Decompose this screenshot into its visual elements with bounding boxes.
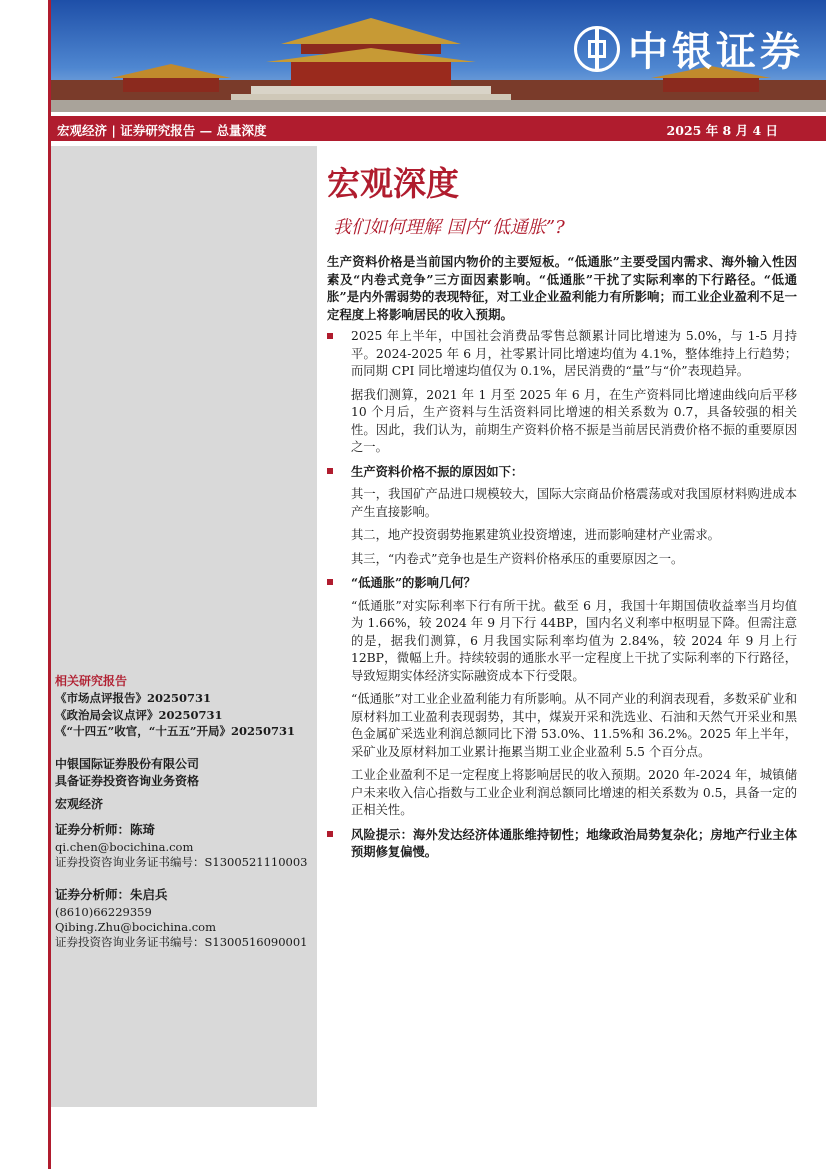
bullet-square-icon bbox=[327, 831, 333, 837]
bullet-text: 2025 年上半年，中国社会消费品零售总额累计同比增速为 5.0%，与 1-5 月持平。2024-2025 年 6 月，社零累计同比增速均值为 4.1%，整体维持上行趋势；而同期 CPI 同比增速均值仅为 0.1%，居民消费的“量”与“价”表现趋异。 bbox=[351, 329, 797, 378]
boc-logo-icon bbox=[574, 26, 620, 72]
related-report-item[interactable]: 《“十四五”收官，“十五五”开局》20250731 bbox=[55, 724, 295, 738]
company-info bbox=[55, 756, 199, 790]
left-margin bbox=[0, 0, 50, 1169]
analyst-license: 证券投资咨询业务证书编号：S1300516090001 bbox=[55, 935, 308, 949]
body-paragraph: 其一，我国矿产品进口规模较大，国际大宗商品价格震荡或对我国原材料购进成本产生直接影响。 bbox=[351, 487, 797, 519]
body-paragraph: “低通胀”对实际利率下行有所干扰。截至 6 月，我国十年期国债收益率当月均值为 1.66%，较 2024 年 9 月下行 44BP，国内名义利率中枢明显下降。但需注意的是，据我们测算，6 月我国实际利率均值为 2.84%，较 2024 年 9 月上行 12BP，微幅上升。持续较弱的通胀水平一定程度上干扰了实际利率的下行路径，导致短期实体经济实际融资成本下行受限。 bbox=[351, 598, 797, 683]
bullet-square-icon bbox=[327, 468, 333, 474]
body-paragraph: 工业企业盈利不足一定程度上将影响居民的收入预期。2020 年-2024 年，城镇储户未来收入信心指数与工业企业利润总额同比增速的相关系数为 0.5，具备一定的正相关性。 bbox=[351, 768, 797, 817]
body-paragraph: 其三，“内卷式”竞争也是生产资料价格承压的重要原因之一。 bbox=[351, 551, 684, 566]
sidebar-panel bbox=[51, 146, 317, 1107]
bullet-paragraph bbox=[327, 328, 797, 381]
analyst-name: 证券分析师：朱启兵 bbox=[55, 887, 168, 902]
report-subtitle: 我们如何理解 国内“低通胀”? bbox=[333, 217, 565, 238]
analyst-license: 证券投资咨询业务证书编号：S1300521110003 bbox=[55, 855, 308, 869]
related-reports-list bbox=[55, 690, 295, 740]
related-report-item[interactable]: 《市场点评报告》20250731 bbox=[55, 691, 212, 705]
body-paragraph: 其二，地产投资弱势拖累建筑业投资增速，进而影响建材产业需求。 bbox=[351, 528, 720, 542]
bullet-square-icon bbox=[327, 579, 333, 585]
logo-text: 中银证券 bbox=[628, 29, 804, 75]
sidebar-category: 宏观经济 bbox=[55, 797, 104, 811]
company-name: 中银国际证券股份有限公司 bbox=[55, 757, 200, 771]
analyst-block bbox=[55, 887, 308, 950]
bullet-text: “低通胀”的影响几何？ bbox=[351, 575, 476, 590]
body-paragraph: “低通胀”对工业企业盈利能力有所影响。从不同产业的利润表现看，多数采矿业和原材料加工业盈利表现弱势，其中，煤炭开采和洗选业、石油和天然气开采业和黑色金属矿采选业利润总额同比下滑 53.0%、11.5%和 36.2%。2025 年上半年，采矿业及原材料加工业累计拖累当期工业企业盈利 5.5 个百分点。 bbox=[351, 692, 797, 759]
bullet-square-icon bbox=[327, 333, 333, 339]
report-body bbox=[327, 328, 797, 867]
analyst-email[interactable]: Qibing.Zhu@bocichina.com bbox=[55, 920, 216, 934]
analyst-phone: (8610)66229359 bbox=[55, 905, 152, 919]
analyst-name: 证券分析师：陈琦 bbox=[55, 822, 156, 837]
bullet-text: 风险提示：海外发达经济体通胀维持韧性；地缘政治局势复杂化；房地产行业主体预期修复偏慢。 bbox=[351, 826, 797, 859]
header-banner-image bbox=[51, 0, 826, 112]
report-category: 宏观经济 | 证券研究报告 — 总量深度 bbox=[57, 123, 267, 138]
report-date: 2025 年 8 月 4 日 bbox=[666, 123, 778, 138]
bocichina-logo bbox=[574, 20, 804, 77]
analyst-block bbox=[55, 822, 308, 870]
body-paragraph: 据我们测算，2021 年 1 月至 2025 年 6 月，在生产资料同比增速曲线向后平移 10 个月后，生产资料与生活资料同比增速的相关系数为 0.7，具备较强的相关性。因此，我们认为，前期生产资料价格不振是当前居民消费价格不振的重要原因之一。 bbox=[351, 387, 797, 454]
summary-paragraph: 生产资料价格是当前国内物价的主要短板。“低通胀”主要受国内需求、海外输入性因素及“内卷式竞争”三方面因素影响。“低通胀”干扰了实际利率的下行路径。“低通胀”是内外需弱势的表现特征，对工业企业盈利能力有所影响；而工业企业盈利不足一定程度上将影响居民的收入预期。 bbox=[327, 254, 797, 322]
report-header-band bbox=[51, 116, 826, 141]
bullet-text: 生产资料价格不振的原因如下： bbox=[351, 463, 524, 479]
related-report-item[interactable]: 《政治局会议点评》20250731 bbox=[55, 707, 223, 722]
risk-warning bbox=[327, 826, 797, 861]
related-reports-title: 相关研究报告 bbox=[55, 674, 128, 688]
analyst-email[interactable]: qi.chen@bocichina.com bbox=[55, 840, 194, 854]
bullet-heading bbox=[327, 463, 797, 481]
report-title: 宏观深度 bbox=[327, 164, 459, 203]
bullet-heading bbox=[327, 574, 797, 592]
company-qualification: 具备证券投资咨询业务资格 bbox=[55, 774, 200, 788]
